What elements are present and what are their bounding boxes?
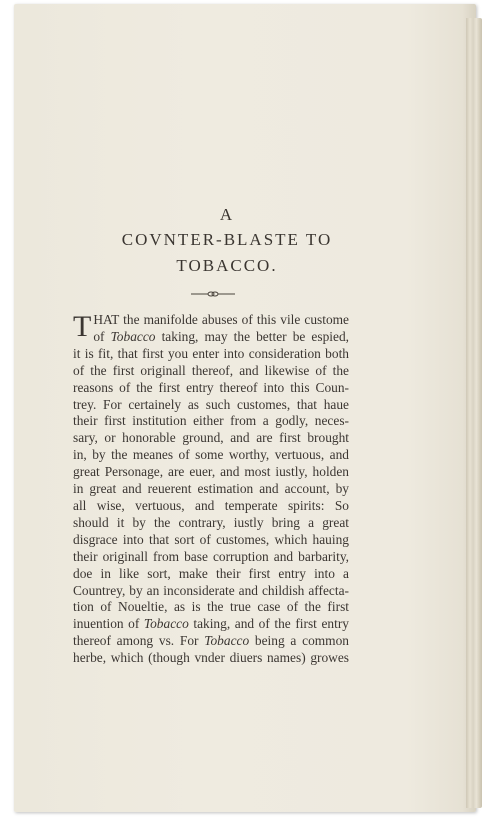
text-line: of Tobacco taking, may the better be espied, [93,328,349,344]
page-edge [466,18,482,808]
text-line: it is fit, that first you enter into consideration both [73,345,349,361]
text-line: sary, or honorable ground, and are first brought [73,430,349,446]
text-line: disgrace into that sort of customes, which hauing [73,531,349,547]
text-line: in, by the meanes of some worthy, vertuous, and [73,447,349,463]
text-line: herbe, which (though vnder diuers names) growes [73,650,349,666]
text-line: Countrey, by an inconsiderate and childish affecta- [73,582,349,598]
text-line: their first institution either from a godly, neces- [73,413,349,429]
text-line: all wise, vertuous, and temperate spirits: So [73,497,349,513]
body-paragraph [73,312,349,667]
text-line: HAT the manifolde abuses of this vile custome [93,312,349,327]
text-line: their originall from base corruption and barbarity, [73,548,349,564]
text-line: of the first originall thereof, and likewise of the [73,362,349,378]
ornament-rule [190,288,236,300]
heading-title-line-1: COVNTER-BLASTE TO [121,230,333,249]
text-line: should it by the contrary, iustly bring a great [73,514,349,530]
text-line: inuention of Tobacco taking, and of the first entry [73,616,349,632]
heading-title-line-2: TOBACCO. [176,256,278,275]
text-line: great Personage, are euer, and most iustly, holden [73,464,349,480]
text-line: tion of Noueltie, as is the true case of the first [73,599,349,615]
text-line: reasons of the first entry thereof into this Coun- [73,379,349,395]
text-line: doe in like sort, make their first entry into a [73,565,349,581]
text-line: trey. For certainely as such customes, that haue [73,396,349,412]
text-line: in great and reuerent estimation and account, by [73,481,349,497]
text-line: thereof among vs. For Tobacco being a common [73,633,349,649]
heading-article: A [219,205,235,224]
drop-cap: T [73,310,92,343]
